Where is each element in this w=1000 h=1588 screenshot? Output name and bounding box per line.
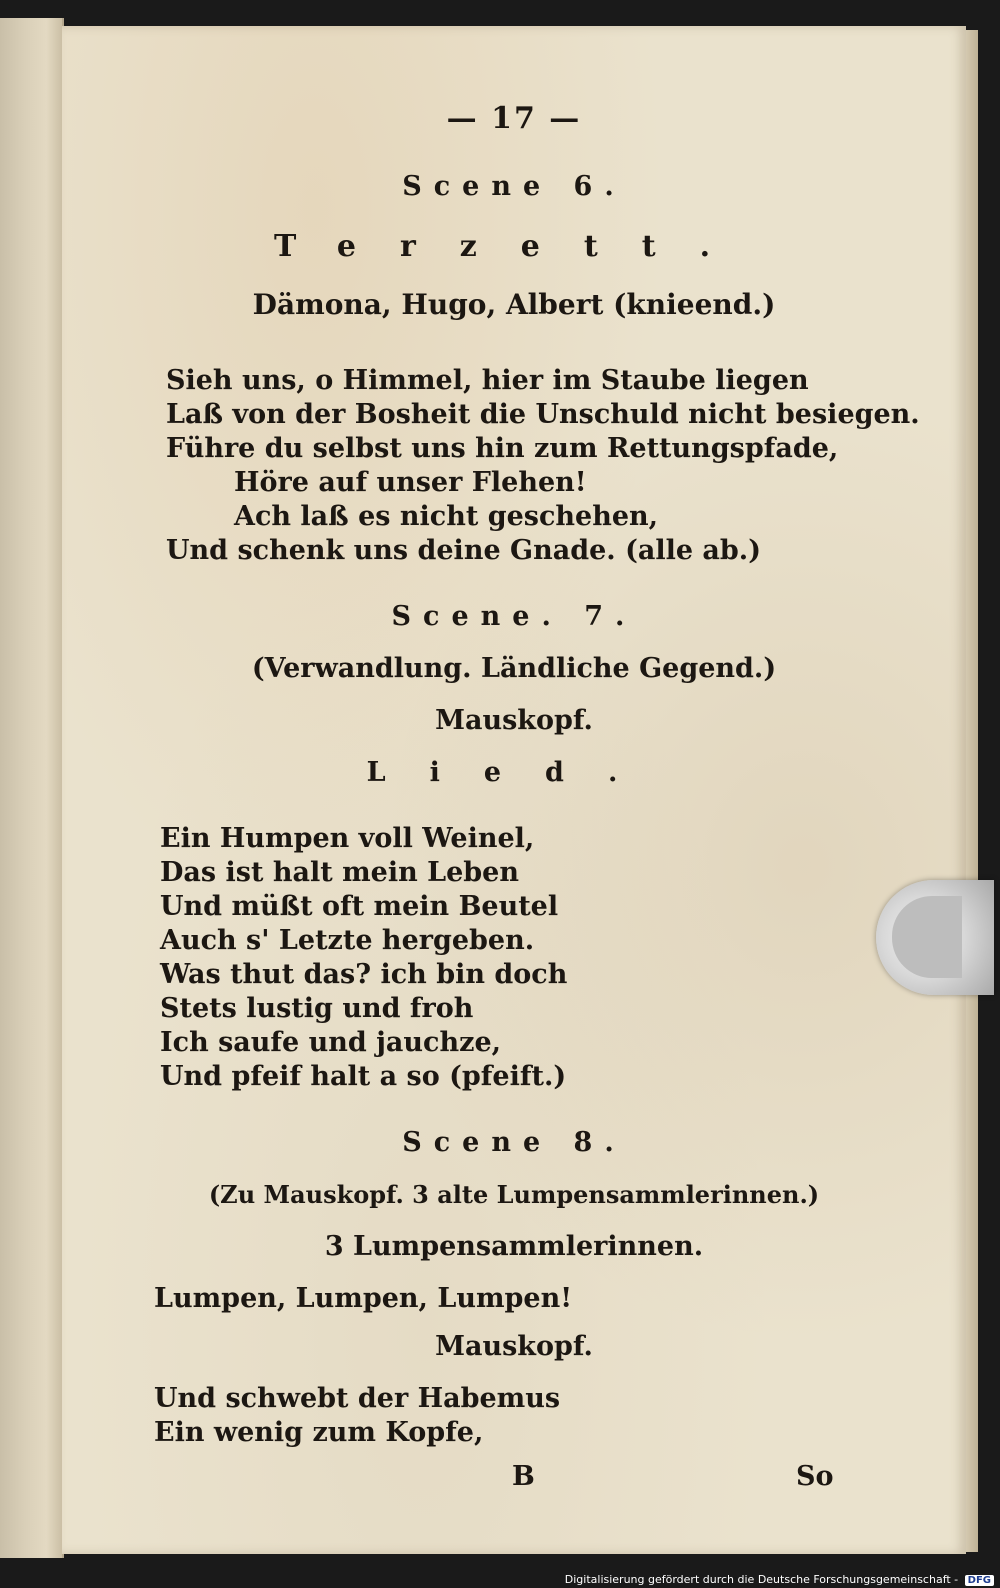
page-number: — 17 —	[446, 101, 582, 136]
page-clip-inner	[892, 896, 962, 978]
verse-line: Und schenk uns deine Gnade. (alle ab.)	[166, 535, 761, 566]
scene-7-heading: Scene. 7.	[391, 601, 637, 632]
page-clip	[876, 880, 994, 995]
verse-line: Höre auf unser Flehen!	[234, 467, 587, 498]
catchword: So	[796, 1461, 834, 1492]
scene-8-speaker-2: Mauskopf.	[435, 1331, 593, 1362]
digitization-credit	[565, 1573, 994, 1586]
verse-line: Ach laß es nicht geschehen,	[234, 501, 659, 532]
verse-line: Ein Humpen voll Weinel,	[160, 823, 535, 854]
book-cover-edge	[0, 18, 64, 1558]
verse-line: Führe du selbst uns hin zum Rettungspfade,	[166, 433, 839, 464]
verse-line: Und schwebt der Habemus	[154, 1383, 561, 1414]
scene-6-characters: Dämona, Hugo, Albert (knieend.)	[252, 288, 776, 321]
verse-line: Auch s' Letzte hergeben.	[160, 925, 535, 956]
credit-text: Digitalisierung gefördert durch die Deutsche Forschungsgemeinschaft -	[564, 1573, 959, 1586]
dfg-logo: DFG	[965, 1575, 994, 1586]
verse-line: Ich saufe und jauchze,	[160, 1027, 502, 1058]
verse-line: Stets lustig und froh	[160, 993, 474, 1024]
scene-7-song-title: Lied.	[366, 757, 662, 788]
scene-6-heading: Scene 6.	[402, 171, 626, 202]
scene-6-title: Terzett.	[273, 229, 755, 264]
verse-line: Ein wenig zum Kopfe,	[154, 1417, 484, 1448]
page-text	[62, 26, 966, 1554]
scene-8-speaker-1: 3 Lumpensammlerinnen.	[324, 1231, 704, 1262]
verse-line: Lumpen, Lumpen, Lumpen!	[154, 1283, 573, 1314]
page-stack-edge	[966, 30, 978, 1552]
scene-8-heading: Scene 8.	[402, 1127, 626, 1158]
verse-line: Sieh uns, o Himmel, hier im Staube liegen	[166, 365, 809, 396]
verse-line: Und pfeif halt a so (pfeift.)	[160, 1061, 567, 1092]
verse-line: Laß von der Bosheit die Unschuld nicht besiegen.	[166, 399, 920, 430]
scene-8-stage-direction: (Zu Mauskopf. 3 alte Lumpensammlerinnen.)	[208, 1180, 820, 1209]
signature-mark: B	[512, 1461, 535, 1492]
verse-line: Und müßt oft mein Beutel	[160, 891, 559, 922]
scene-7-speaker: Mauskopf.	[435, 705, 593, 736]
verse-line: Was thut das? ich bin doch	[160, 959, 568, 990]
verse-line: Das ist halt mein Leben	[160, 857, 519, 888]
scene-7-stage-direction: (Verwandlung. Ländliche Gegend.)	[251, 653, 777, 684]
